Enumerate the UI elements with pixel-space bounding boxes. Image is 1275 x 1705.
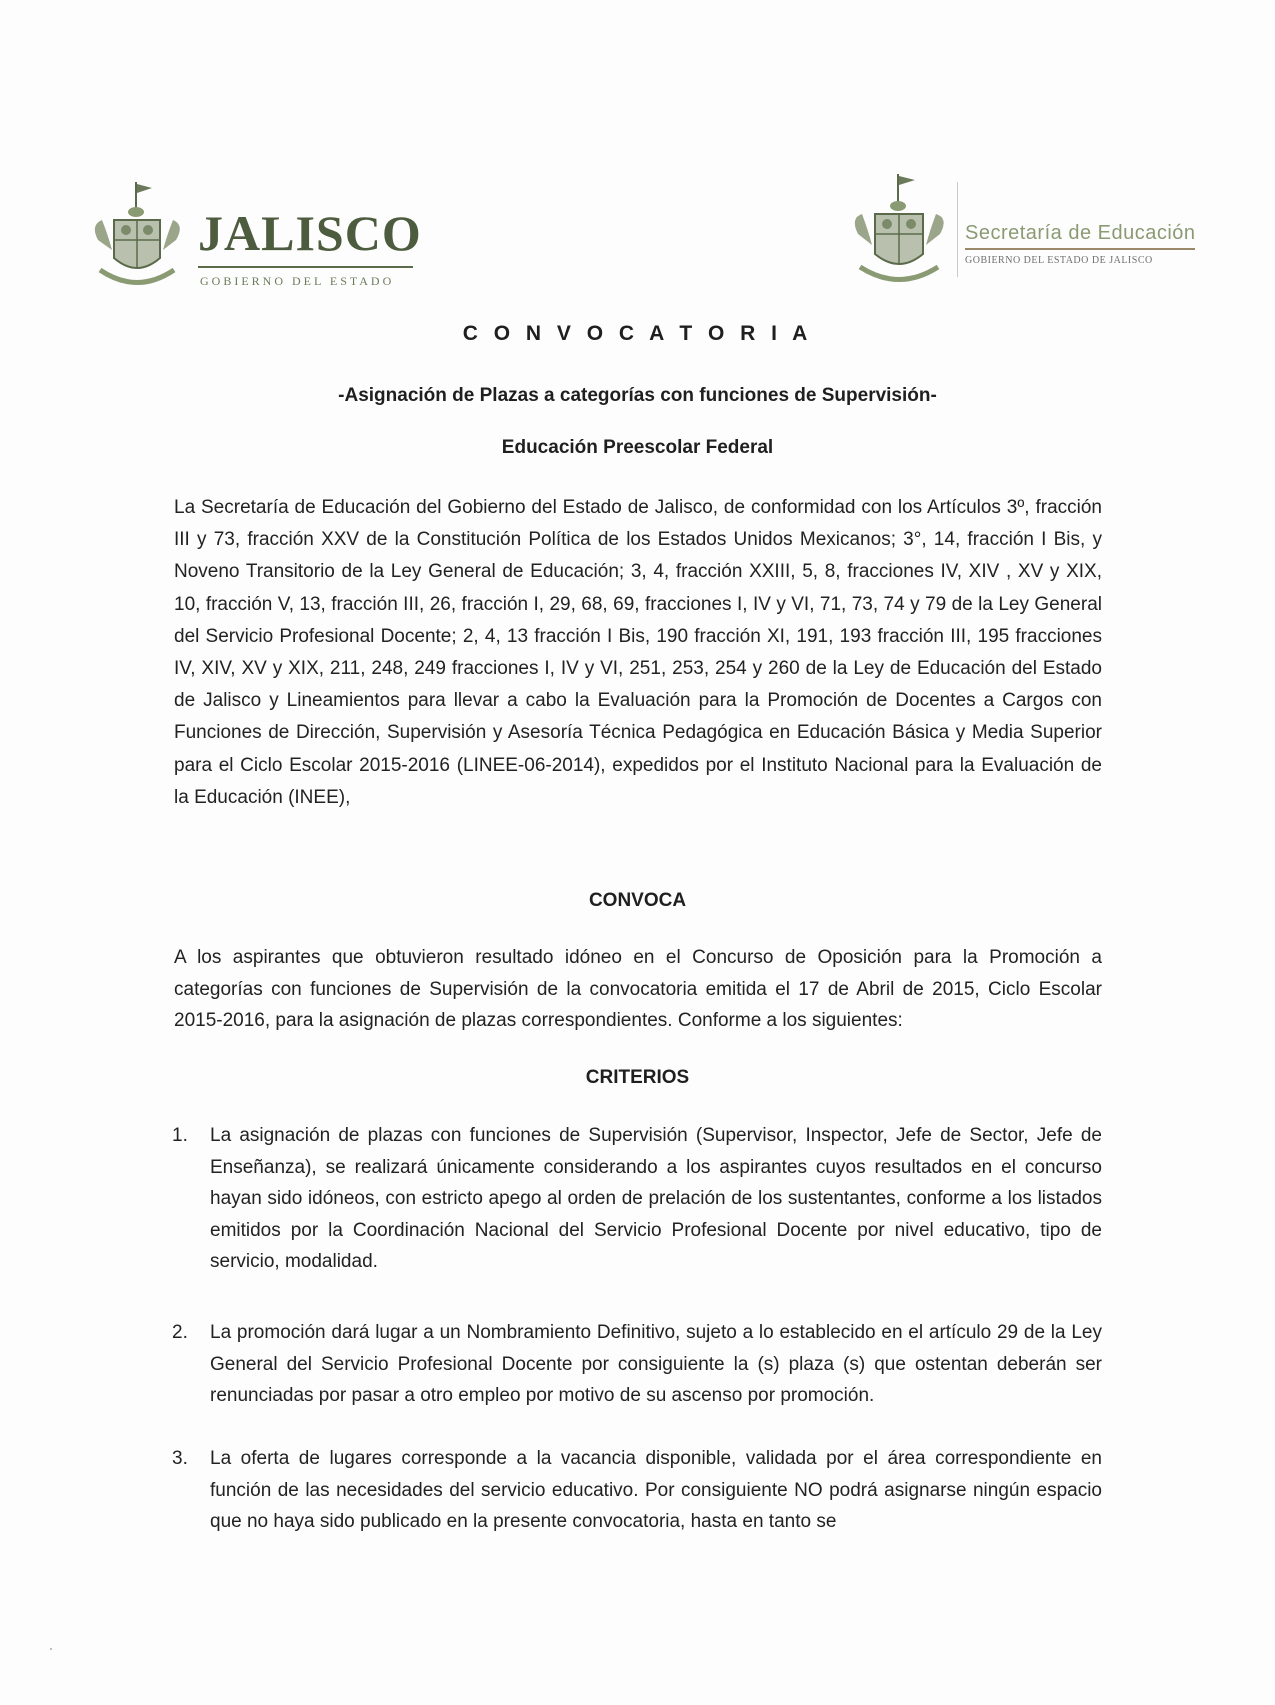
intro-paragraph: La Secretaría de Educación del Gobierno del Estado de Jalisco, de conformidad con los Artículos 3º, fracción III y 73, fracción XXV de la Constitución Política de los Estados Unidos Mexicanos; 3°, 14, fracción I Bis, y Noveno Transitorio de la Ley General de Educación; 3, 4, fracción XXIII, 5, 8, fracciones IV, XIV , XV y XIX, 10, fracción V, 13, fracción III, 26, fracción I, 29, 68, 69, fracciones I, IV y VI, 71, 73, 74 y 79 de la Ley General del Servicio Profesional Docente; 2, 4, 13 fracción I Bis, 190 fracción XI, 191, 193 fracción III, 195 fracciones IV, XIV, XV y XIX, 211, 248, 249 fracciones I, IV y VI, 251, 253, 254 y 260 de la Ley de Educación del Estado de Jalisco y Lineamientos para llevar a cabo la Evaluación para la Promoción de Docentes a Cargos con Funciones de Dirección, Supervisión y Asesoría Técnica Pedagógica en Educación Básica y Media Superior para el Ciclo Escolar 2015-2016 (LINEE-06-2014), expedidos por el Instituto Nacional para la Evaluación de la Educación (INEE), (174, 497, 1102, 808)
logo-vertical-divider (957, 182, 958, 277)
jalisco-wordmark: JALISCO (198, 205, 422, 261)
logo-divider-line (965, 248, 1195, 250)
convoca-paragraph: A los aspirantes que obtuvieron resultado idóneo en el Concurso de Oposición para la Promoción a categorías con funciones de Supervisión de la convocatoria emitida el 17 de Abril de 2015, Ciclo Escolar 2015-2016, para la asignación de plazas correspondientes. Conforme a los siguientes: (174, 947, 1102, 1031)
document-subtitle: -Asignación de Plazas a categorías con funciones de Supervisión- (338, 385, 937, 406)
secretaria-logo-subtitle: GOBIERNO DEL ESTADO DE JALISCO (965, 255, 1153, 266)
jalisco-coat-of-arms-icon (90, 180, 185, 295)
criterio-number: 2. (172, 1322, 188, 1343)
document-title: C O N V O C A T O R I A (462, 322, 813, 345)
criterio-text: La asignación de plazas con funciones de Supervisión (Supervisor, Inspector, Jefe de Sector, Jefe de Enseñanza), se realizará únicamente considerando a los aspirantes cuyos resultados en el concurso hayan sido idóneos, con estricto apego al orden de prelación de los sustentantes, conforme a los listados emitidos por la Coordinación Nacional del Servicio Profesional Docente por nivel educativo, tipo de servicio, modalidad. (210, 1125, 1102, 1272)
jalisco-government-logo (90, 180, 450, 295)
logo-divider-line (198, 266, 413, 268)
jalisco-coat-of-arms-icon (850, 172, 950, 292)
criterios-heading: CRITERIOS (585, 1067, 690, 1088)
jalisco-logo-subtitle: GOBIERNO DEL ESTADO (200, 274, 395, 288)
criterio-text: La oferta de lugares corresponde a la vacancia disponible, validada por el área correspondiente en función de las necesidades del servicio educativo. Por consiguiente NO podrá asignarse ningún espacio que no haya sido publicado en la presente convocatoria, hasta en tanto se (210, 1448, 1102, 1532)
criterio-number: 1. (172, 1125, 188, 1146)
criterio-number: 3. (172, 1448, 188, 1469)
education-level-heading: Educación Preescolar Federal (501, 437, 774, 458)
scan-artifact (50, 1648, 52, 1650)
criterio-text: La promoción dará lugar a un Nombramiento Definitivo, sujeto a lo establecido en el artículo 29 de la Ley General del Servicio Profesional Docente por consiguiente la (s) plaza (s) que ostentan deberán ser renunciadas por pasar a otro empleo por motivo de su ascenso por promoción. (210, 1322, 1102, 1406)
secretaria-educacion-logo (850, 172, 1230, 292)
secretaria-wordmark: Secretaría de Educación (965, 222, 1196, 244)
convoca-heading: CONVOCA (588, 890, 687, 911)
